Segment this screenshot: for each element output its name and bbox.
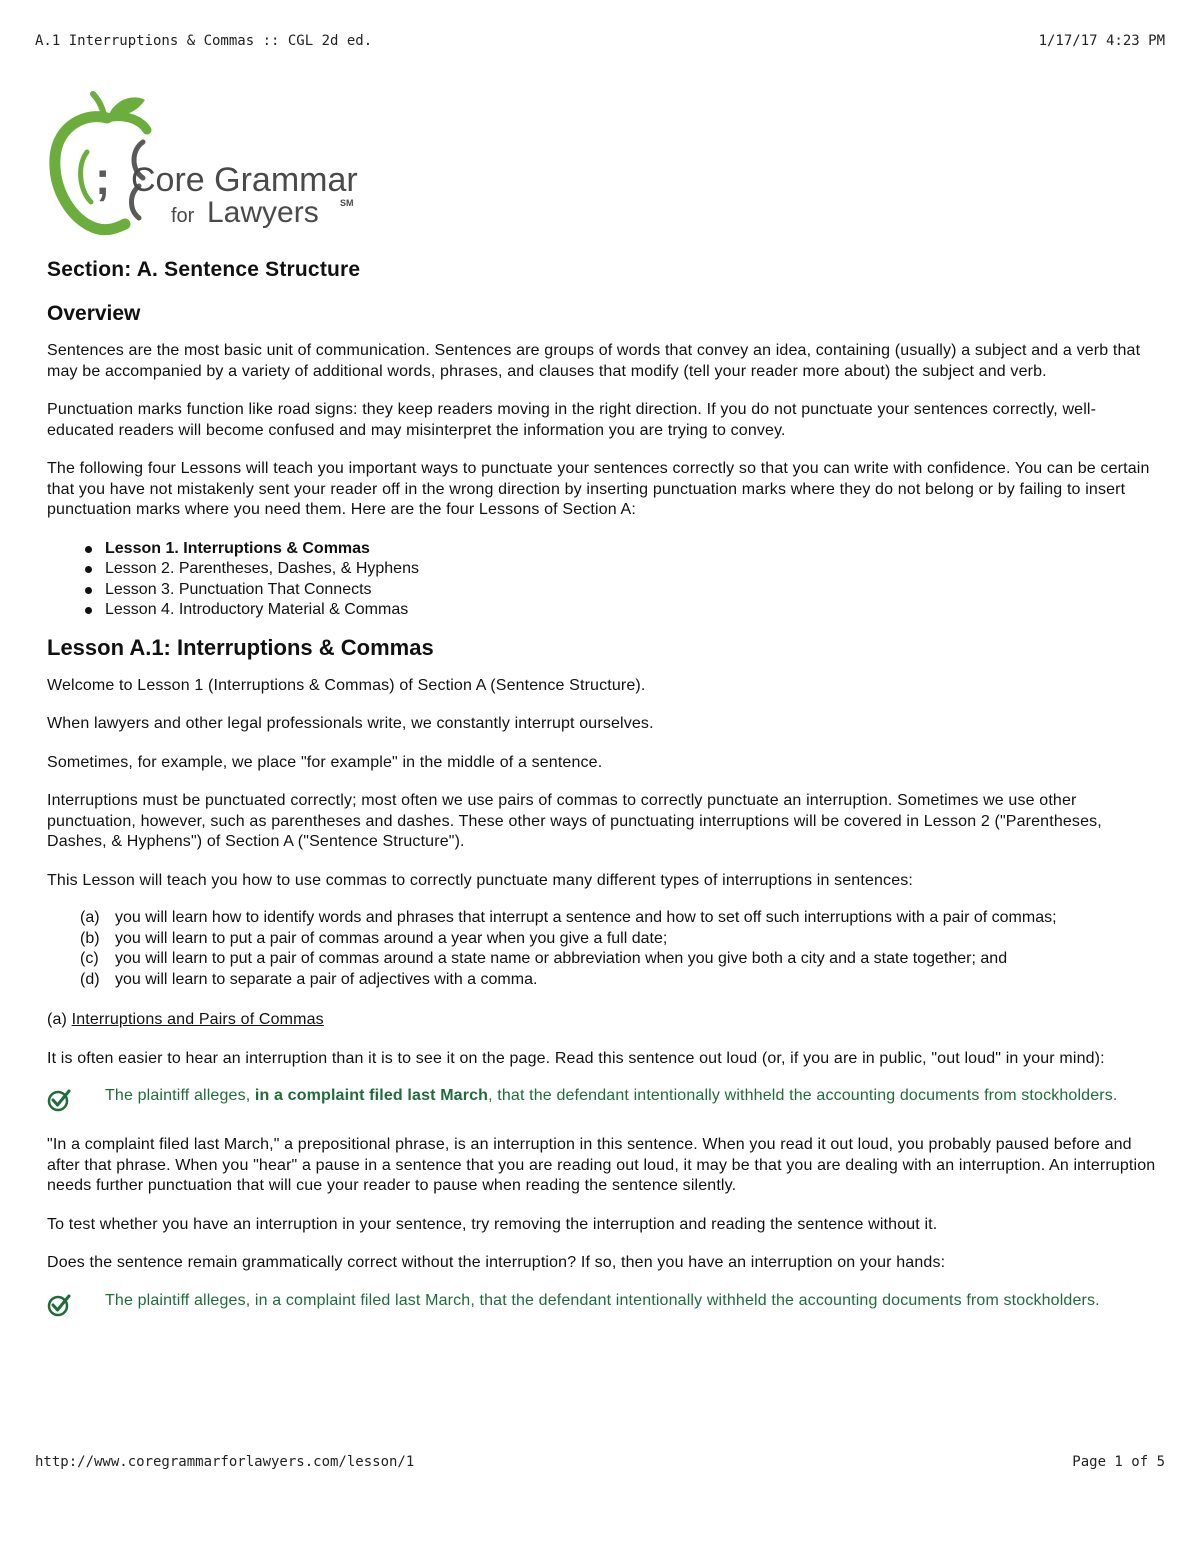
overview-paragraph: Sentences are the most basic unit of communication. Sentences are groups of words that convey an idea, containing (usually) a subject and a verb that may be accompanied by a variety of additional words, phrases, and clauses that modify (tell your reader more about) the subject and verb.: [47, 342, 1141, 380]
example-text-after: , that the defendant intentionally withheld the accounting documents from stockholders.: [488, 1087, 1118, 1104]
logo-line1: Core Grammar: [131, 161, 358, 199]
outcome-item: [80, 929, 1157, 950]
logo-servicemark: SM: [340, 198, 354, 208]
outcome-text: you will learn how to identify words and phrases that interrupt a sentence and how to set off such interruptions with a pair of commas;: [115, 909, 1057, 926]
checkmark-icon: [47, 1086, 105, 1117]
lesson-item-3[interactable]: Lesson 3. Punctuation That Connects: [85, 580, 1157, 601]
outcome-marker: (a): [80, 909, 100, 926]
lesson-paragraph: When lawyers and other legal professionals write, we constantly interrupt ourselves.: [47, 715, 654, 732]
checkmark-icon: [47, 1291, 105, 1322]
page-url: http://www.coregrammarforlawyers.com/lesson/1: [35, 1454, 415, 1470]
subsection-marker: (a): [47, 1011, 68, 1028]
outcome-text: you will learn to put a pair of commas around a state name or abbreviation when you give both a city and a state together; and: [115, 950, 1008, 967]
lesson-list: [85, 539, 1157, 621]
example-correct-1: [47, 1086, 1157, 1117]
example-sentence: [105, 1086, 1118, 1117]
outcome-marker: (b): [80, 929, 100, 947]
lesson-paragraph: This Lesson will teach you how to use commas to correctly punctuate many different types of interruptions in sentences:: [47, 871, 913, 889]
question-paragraph: Does the sentence remain grammatically correct without the interruption? If so, then you have an interruption on your hands:: [47, 1254, 946, 1271]
overview-paragraph: Punctuation marks function like road signs: they keep readers moving in the right direction. If you do not punctuate your sentences correctly, well-educated readers will become confused and may misinterpret the information you are trying to convey.: [47, 401, 1097, 439]
overview-heading: Overview: [47, 302, 141, 325]
logo-line2-lawyers: Lawyers: [207, 196, 319, 229]
outcome-item: [80, 949, 1157, 970]
outcomes-list: [80, 908, 1157, 990]
lesson-title: Lesson A.1: Interruptions & Commas: [47, 634, 434, 660]
page-number: Page 1 of 5: [1072, 1454, 1165, 1470]
lesson-item-1[interactable]: Lesson 1. Interruptions & Commas: [85, 539, 1157, 560]
page-content: [47, 90, 1157, 1322]
lesson-item-2[interactable]: Lesson 2. Parentheses, Dashes, & Hyphens: [85, 559, 1157, 580]
lesson-paragraph: Welcome to Lesson 1 (Interruptions & Commas) of Section A (Sentence Structure).: [47, 676, 646, 694]
example-interruption: in a complaint filed last March: [254, 1087, 489, 1104]
outcome-item: [80, 908, 1157, 929]
print-header: [35, 33, 1165, 49]
example-text-before: The plaintiff alleges,: [105, 1087, 255, 1104]
lesson-paragraph: Interruptions must be punctuated correctly; most often we use pairs of commas to correctly punctuate an interruption. Sometimes we use other punctuation, however, such as parentheses and dashes. These other ways of punctuating interruptions will be covered in Lesson 2 ("Parentheses, Dashes, & Hyphens") of Section A ("Sentence Structure").: [47, 792, 1102, 850]
read-aloud-paragraph: It is often easier to hear an interruption than it is to see it on the page. Read this sentence out loud (or, if you are in public, "out loud" in your mind):: [47, 1049, 1105, 1067]
logo-semicolon: ;: [95, 152, 111, 204]
outcome-marker: (c): [80, 950, 99, 967]
lesson-paragraph: Sometimes, for example, we place "for example" in the middle of a sentence.: [47, 753, 603, 771]
outcome-item: [80, 970, 1157, 991]
print-header-timestamp: 1/17/17 4:23 PM: [1038, 33, 1165, 49]
outcome-text: you will learn to put a pair of commas around a year when you give a full date;: [115, 929, 668, 947]
subsection-title: Interruptions and Pairs of Commas: [71, 1011, 324, 1028]
outcome-marker: (d): [80, 970, 100, 988]
outcome-text: you will learn to separate a pair of adjectives with a comma.: [115, 970, 538, 988]
print-footer: [35, 1454, 1165, 1470]
overview-paragraph: The following four Lessons will teach you important ways to punctuate your sentences correctly so that you can write with confidence. You can be certain that you have not mistakenly sent your reader off in the wrong direction by inserting punctuation marks where they do not belong or by failing to insert punctuation marks where you need them. Here are the four Lessons of Section A:: [47, 460, 1150, 518]
explanation-paragraph: "In a complaint filed last March," a prepositional phrase, is an interruption in this sentence. When you read it out loud, you probably paused before and after that phrase. When you "hear" a pause in a sentence that you are reading out loud, it may be that you are dealing with an interruption. An interruption needs further punctuation that will cue your reader to pause when reading the sentence silently.: [47, 1136, 1156, 1194]
test-tip-paragraph: To test whether you have an interruption in your sentence, try removing the interruption and reading the sentence without it.: [47, 1215, 938, 1233]
lesson-item-4[interactable]: Lesson 4. Introductory Material & Commas: [85, 600, 1157, 621]
section-title: Section: A. Sentence Structure: [47, 258, 361, 281]
core-grammar-logo: [47, 90, 387, 240]
print-header-title: A.1 Interruptions & Commas :: CGL 2d ed.: [35, 33, 373, 49]
example-correct-2: [47, 1291, 1157, 1322]
logo-line2-for: for: [171, 205, 195, 227]
subsection-heading: [47, 1010, 1157, 1031]
example-sentence: The plaintiff alleges, in a complaint filed last March, that the defendant intentionally withheld the accounting documents from stockholders.: [105, 1291, 1100, 1309]
